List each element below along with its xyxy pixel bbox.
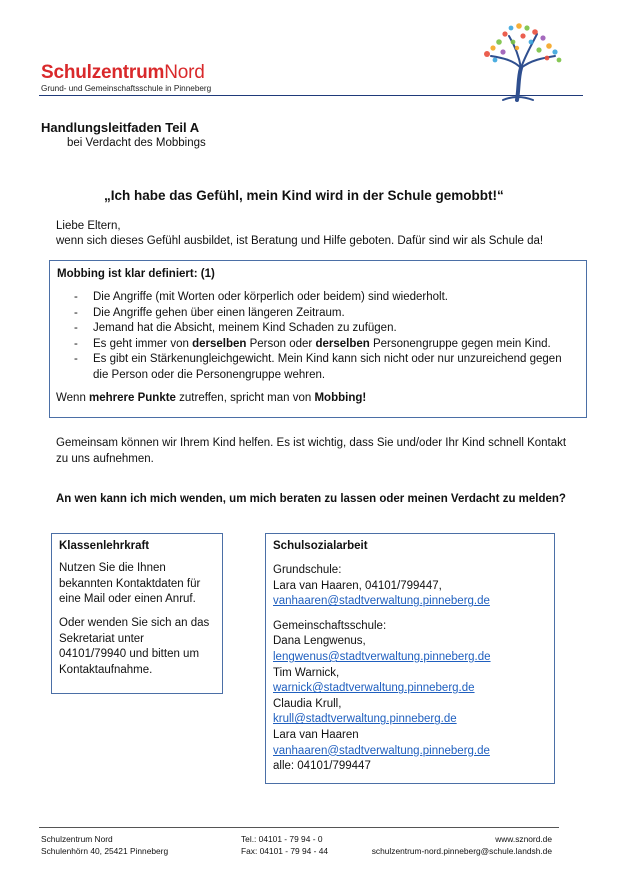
list-item bbox=[56, 306, 584, 322]
list-dash: - bbox=[74, 322, 78, 335]
footer-email-link[interactable]: schulzentrum-nord.pinneberg@schule.landsh.de bbox=[371, 846, 552, 856]
footer-fax: Fax: 04101 - 79 94 - 44 bbox=[241, 846, 329, 856]
brand-regular: Nord bbox=[164, 62, 205, 83]
text-line: 04101/79940 und bitten um bbox=[59, 648, 200, 661]
intro-text: wenn sich dieses Gefühl ausbildet, ist Beratung und Hilfe geboten. Dafür sind wir als Schule da! bbox=[56, 235, 544, 247]
footer-street: Schulenhörn 40, 25421 Pinneberg bbox=[41, 846, 169, 856]
tree-logo-icon bbox=[473, 20, 569, 102]
footer-divider bbox=[39, 827, 559, 828]
shared-phone: alle: 04101/799447 bbox=[273, 760, 371, 773]
intro-paragraph bbox=[56, 219, 543, 249]
teacher-paragraph-1 bbox=[59, 561, 219, 608]
text-line: Oder wenden Sie sich an das bbox=[59, 617, 210, 629]
text-line: bekannten Kontaktdaten für bbox=[59, 577, 201, 590]
text-segment: die Person oder die Personengruppe wehren. bbox=[93, 368, 326, 381]
email-link[interactable]: lengwenus@stadtverwaltung.pinneberg.de bbox=[273, 650, 491, 663]
list-item bbox=[56, 337, 584, 353]
teacher-heading: Klassenlehrkraft bbox=[59, 540, 150, 552]
contact-question: An wen kann ich mich wenden, um mich beraten zu lassen oder meinen Verdacht zu melden? bbox=[56, 493, 566, 505]
social-work-heading: Schulsozialarbeit bbox=[273, 540, 368, 552]
list-item-text bbox=[93, 338, 551, 350]
text-line: Sekretariat unter bbox=[59, 632, 145, 645]
text-segment: Wenn bbox=[56, 392, 90, 404]
list-item-text: Die Angriffe (mit Worten oder körperlich oder beidem) sind wiederholt. bbox=[93, 291, 448, 303]
brand-bold: Schulzentrum bbox=[41, 62, 165, 83]
list-dash: - bbox=[74, 306, 78, 319]
section-label: Gemeinschaftsschule: bbox=[273, 619, 387, 632]
definition-list bbox=[56, 290, 584, 384]
text-line: Kontaktaufnahme. bbox=[59, 663, 153, 676]
definition-footer bbox=[56, 392, 366, 404]
email-link[interactable]: krull@stadtverwaltung.pinneberg.de bbox=[273, 713, 457, 726]
text-emphasis: derselben bbox=[315, 337, 370, 350]
footer-tel: Tel.: 04101 - 79 94 - 0 bbox=[241, 834, 323, 844]
list-item-text: Jemand hat die Absicht, meinem Kind Schaden zu zufügen. bbox=[93, 322, 397, 335]
text-segment: zutreffen, spricht man von bbox=[175, 392, 315, 404]
email-link[interactable]: vanhaaren@stadtverwaltung.pinneberg.de bbox=[273, 744, 490, 757]
contact-name: Tim Warnick, bbox=[273, 666, 340, 679]
brand-name bbox=[41, 62, 205, 84]
help-line: Gemeinsam können wir Ihrem Kind helfen. Es ist wichtig, dass Sie und/oder Ihr Kind schnell Kontakt bbox=[56, 437, 567, 449]
social-work-contacts bbox=[273, 563, 491, 775]
email-link[interactable]: vanhaaren@stadtverwaltung.pinneberg.de bbox=[273, 595, 490, 608]
list-item bbox=[56, 321, 584, 337]
teacher-paragraph-2 bbox=[59, 616, 219, 678]
text-segment: Es geht immer von bbox=[93, 337, 193, 350]
text-line: eine Mail oder einen Anruf. bbox=[59, 593, 196, 606]
text-segment: Es gibt ein Stärkenungleichgewicht. Mein Kind kann sich nicht oder nur unzureichend gegen bbox=[93, 353, 562, 366]
footer-web bbox=[372, 833, 552, 857]
document-title: Handlungsleitfaden Teil A bbox=[41, 120, 200, 135]
spacer bbox=[273, 610, 491, 619]
list-dash: - bbox=[74, 337, 78, 350]
text-segment: Person oder bbox=[246, 337, 316, 350]
definition-heading: Mobbing ist klar definiert: (1) bbox=[57, 268, 215, 280]
list-dash: - bbox=[74, 291, 78, 303]
help-paragraph bbox=[56, 436, 586, 467]
list-item-text: Die Angriffe gehen über einen längeren Zeitraum. bbox=[93, 306, 345, 319]
list-dash: - bbox=[74, 353, 78, 366]
footer-phone bbox=[241, 833, 328, 857]
contact-name: Dana Lengwenus, bbox=[273, 635, 366, 648]
list-item bbox=[56, 290, 584, 306]
email-link[interactable]: warnick@stadtverwaltung.pinneberg.de bbox=[273, 682, 475, 695]
text-emphasis: mehrere Punkte bbox=[89, 392, 176, 404]
text-emphasis: Mobbing! bbox=[314, 392, 367, 404]
list-item bbox=[56, 352, 584, 383]
intro-greeting: Liebe Eltern, bbox=[56, 220, 121, 232]
brand-subtitle: Grund- und Gemeinschaftsschule in Pinneberg bbox=[41, 84, 212, 93]
document-subtitle: bei Verdacht des Mobbings bbox=[67, 137, 206, 149]
list-item-text bbox=[93, 353, 562, 381]
headline-quote: „Ich habe das Gefühl, mein Kind wird in der Schule gemobbt!“ bbox=[104, 188, 504, 203]
text-segment: Personengruppe gegen mein Kind. bbox=[369, 337, 551, 350]
contact-name: Claudia Krull, bbox=[273, 697, 342, 710]
help-line: zu uns aufnehmen. bbox=[56, 452, 154, 465]
text-emphasis: derselben bbox=[192, 337, 247, 350]
section-label: Grundschule: bbox=[273, 564, 342, 576]
text-line: Nutzen Sie die Ihnen bbox=[59, 562, 166, 574]
contact-name: Lara van Haaren bbox=[273, 728, 359, 741]
contact-name: Lara van Haaren, 04101/799447, bbox=[273, 579, 442, 592]
footer-address bbox=[41, 833, 168, 857]
footer-org: Schulzentrum Nord bbox=[41, 834, 113, 844]
footer-website-link[interactable]: www.sznord.de bbox=[495, 834, 552, 844]
